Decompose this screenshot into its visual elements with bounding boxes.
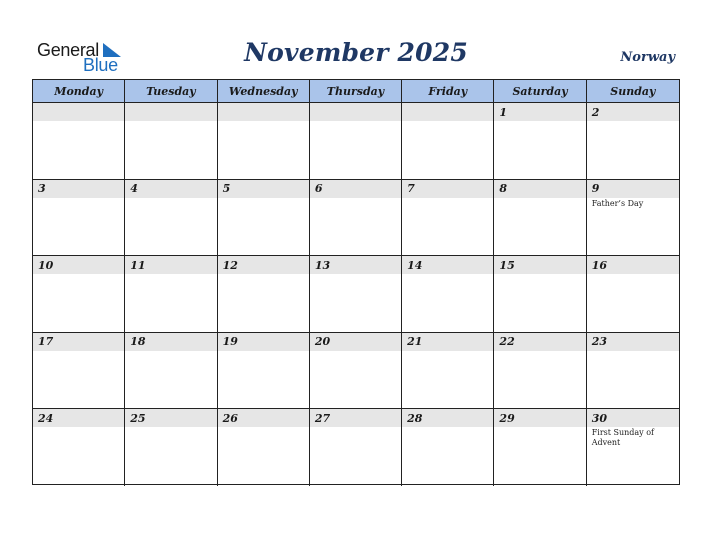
holiday-event xyxy=(402,198,493,199)
calendar-day-cell xyxy=(402,180,494,256)
weekday-header: Friday xyxy=(402,80,494,102)
calendar-day-cell xyxy=(494,409,586,486)
day-number: 7 xyxy=(402,180,493,198)
weekday-header: Saturday xyxy=(494,80,586,102)
calendar-day-cell xyxy=(310,256,402,332)
holiday-event xyxy=(125,351,216,352)
holiday-event xyxy=(402,274,493,275)
holiday-event xyxy=(310,121,401,122)
day-number: 27 xyxy=(310,409,401,427)
day-number: 28 xyxy=(402,409,493,427)
holiday-event: First Sunday of Advent xyxy=(591,428,655,448)
day-number: 5 xyxy=(218,180,309,198)
day-number: 20 xyxy=(310,333,401,351)
calendar-day-cell xyxy=(587,180,679,256)
calendar-week-row xyxy=(33,409,679,486)
day-number: 6 xyxy=(310,180,401,198)
calendar-day-cell xyxy=(494,256,586,332)
holiday-event xyxy=(125,121,216,122)
calendar-day-cell xyxy=(33,180,125,256)
calendar-day-cell xyxy=(218,333,310,409)
calendar-day-cell xyxy=(310,409,402,486)
holiday-event xyxy=(125,427,216,428)
calendar-day-cell xyxy=(587,256,679,332)
calendar-day-cell xyxy=(125,409,217,486)
holiday-event xyxy=(587,121,679,122)
calendar-day-cell xyxy=(402,333,494,409)
holiday-event xyxy=(587,351,679,352)
calendar-day-cell xyxy=(587,103,679,179)
holiday-event xyxy=(218,198,309,199)
holiday-event xyxy=(402,351,493,352)
holiday-event xyxy=(310,427,401,428)
holiday-event xyxy=(494,274,585,275)
brand-word-blue: Blue xyxy=(83,55,118,75)
calendar-day-cell xyxy=(494,180,586,256)
brand-word-general: General xyxy=(37,40,99,60)
calendar-day-cell xyxy=(218,103,310,179)
holiday-event xyxy=(494,351,585,352)
weekday-header: Wednesday xyxy=(218,80,310,102)
calendar-day-cell xyxy=(218,409,310,486)
weekday-header: Sunday xyxy=(610,84,656,98)
holiday-event xyxy=(218,427,309,428)
day-number: 19 xyxy=(218,333,309,351)
holiday-event xyxy=(310,274,401,275)
holiday-event: Father’s Day xyxy=(591,198,644,208)
weekday-header: Tuesday xyxy=(125,80,217,102)
calendar-day-cell xyxy=(402,409,494,486)
day-number: 9 xyxy=(587,180,679,198)
day-number: 3 xyxy=(33,180,124,198)
holiday-event xyxy=(218,351,309,352)
holiday-event xyxy=(33,198,124,199)
calendar-day-cell xyxy=(218,180,310,256)
calendar-day-cell xyxy=(310,333,402,409)
holiday-event xyxy=(125,274,216,275)
calendar-day-cell xyxy=(125,180,217,256)
calendar-week-row xyxy=(33,180,679,257)
calendar-day-cell xyxy=(33,409,125,486)
holiday-event xyxy=(587,274,679,275)
holiday-event xyxy=(33,427,124,428)
calendar-day-cell xyxy=(33,333,125,409)
calendar-week-row xyxy=(33,256,679,333)
day-number: 8 xyxy=(494,180,585,198)
day-number: 30 xyxy=(587,409,679,427)
calendar-day-cell xyxy=(33,103,125,179)
day-number: 17 xyxy=(33,333,124,351)
calendar-weeks xyxy=(33,103,679,486)
calendar-grid xyxy=(32,79,680,485)
day-number xyxy=(402,103,493,121)
holiday-event xyxy=(494,198,585,199)
calendar-day-cell xyxy=(218,256,310,332)
day-number: 16 xyxy=(587,256,679,274)
day-number: 4 xyxy=(125,180,216,198)
day-number xyxy=(125,103,216,121)
day-number: 21 xyxy=(402,333,493,351)
weekday-header: Thursday xyxy=(310,80,402,102)
day-number: 24 xyxy=(33,409,124,427)
country-label: Norway xyxy=(620,50,675,65)
calendar-week-row xyxy=(33,103,679,180)
calendar-day-cell xyxy=(310,180,402,256)
day-number xyxy=(218,103,309,121)
calendar-week-row xyxy=(33,333,679,410)
holiday-event xyxy=(402,427,493,428)
page-title: November 2025 xyxy=(244,38,468,67)
holiday-event xyxy=(402,121,493,122)
holiday-event xyxy=(494,121,585,122)
calendar-day-cell xyxy=(587,409,679,486)
holiday-event xyxy=(33,274,124,275)
calendar-day-cell xyxy=(125,256,217,332)
weekday-header: Monday xyxy=(33,80,125,102)
holiday-event xyxy=(218,274,309,275)
brand-logo xyxy=(37,40,127,76)
day-number xyxy=(33,103,124,121)
day-number: 2 xyxy=(587,103,679,121)
day-number: 15 xyxy=(494,256,585,274)
day-number: 18 xyxy=(125,333,216,351)
day-number xyxy=(310,103,401,121)
holiday-event xyxy=(310,351,401,352)
calendar-day-cell xyxy=(587,333,679,409)
calendar-day-cell xyxy=(33,256,125,332)
day-number: 1 xyxy=(494,103,585,121)
day-number: 22 xyxy=(494,333,585,351)
calendar-day-cell xyxy=(494,103,586,179)
calendar-day-cell xyxy=(494,333,586,409)
holiday-event xyxy=(494,427,585,428)
day-number: 14 xyxy=(402,256,493,274)
calendar-day-cell xyxy=(125,333,217,409)
day-number: 13 xyxy=(310,256,401,274)
calendar-day-cell xyxy=(125,103,217,179)
weekday-header-row xyxy=(33,80,679,103)
day-number: 29 xyxy=(494,409,585,427)
holiday-event xyxy=(218,121,309,122)
day-number: 10 xyxy=(33,256,124,274)
day-number: 26 xyxy=(218,409,309,427)
holiday-event xyxy=(33,121,124,122)
day-number: 25 xyxy=(125,409,216,427)
holiday-event xyxy=(33,351,124,352)
calendar-day-cell xyxy=(402,256,494,332)
day-number: 11 xyxy=(125,256,216,274)
day-number: 23 xyxy=(587,333,679,351)
holiday-event xyxy=(125,198,216,199)
day-number: 12 xyxy=(218,256,309,274)
calendar-day-cell xyxy=(310,103,402,179)
calendar-day-cell xyxy=(402,103,494,179)
holiday-event xyxy=(310,198,401,199)
